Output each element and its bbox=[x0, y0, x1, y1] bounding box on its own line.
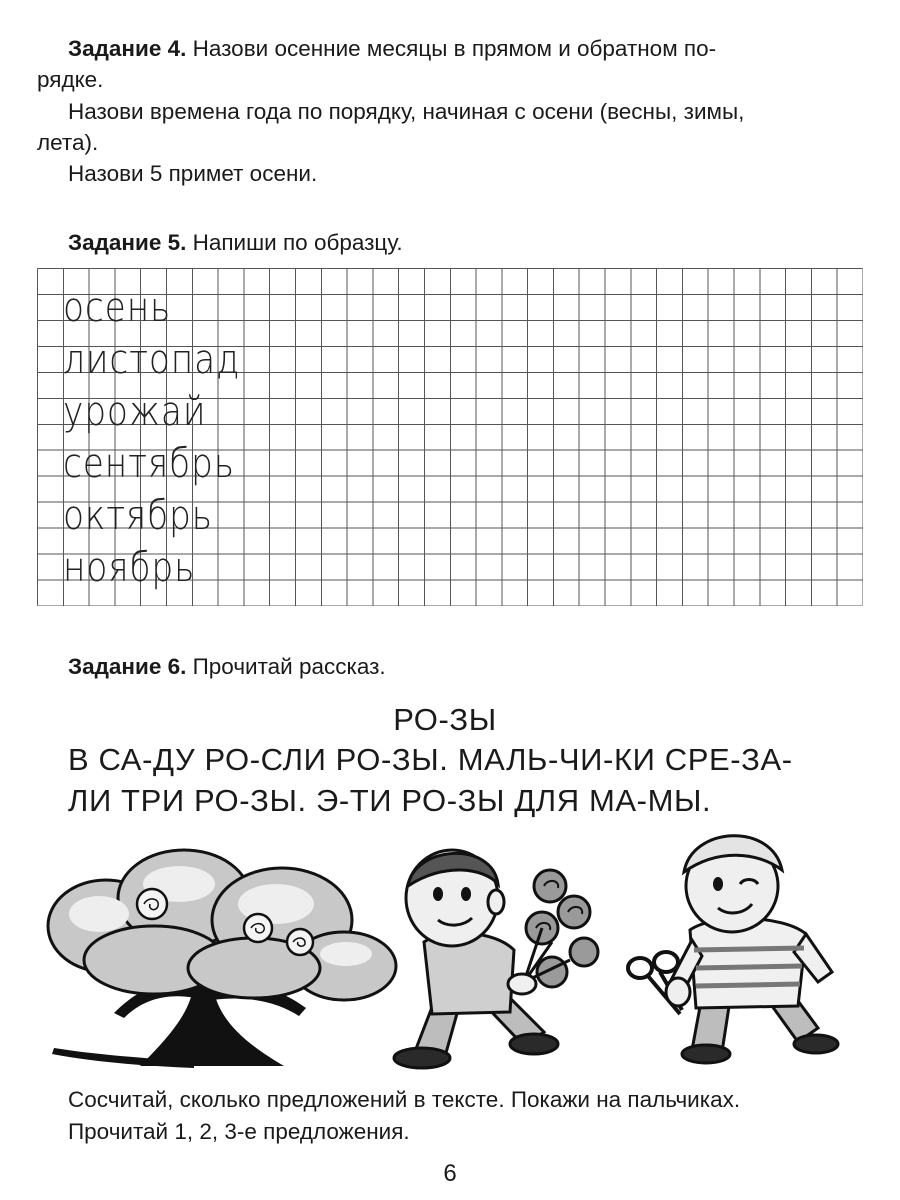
task6-heading bbox=[68, 651, 386, 682]
task4-line1-text: Назови осенние месяцы в прямом и обратном по- bbox=[186, 36, 717, 61]
task4-line1 bbox=[68, 33, 716, 64]
task4-line2: рядке. bbox=[37, 67, 104, 92]
task4-line4: лета). bbox=[37, 130, 99, 155]
question-line2: Прочитай 1, 2, 3-е предложения. bbox=[68, 1119, 410, 1144]
page-number: 6 bbox=[443, 1160, 457, 1187]
boy-with-scissors-illustration bbox=[622, 822, 848, 1072]
sample-word-3: урожай bbox=[63, 389, 207, 435]
sample-word-4: сентябрь bbox=[63, 441, 235, 487]
sample-word-5: октябрь bbox=[63, 493, 213, 539]
rose-bush-illustration bbox=[44, 838, 400, 1070]
task6-text: Прочитай рассказ. bbox=[186, 654, 386, 679]
story-title: РО-ЗЫ bbox=[393, 702, 497, 737]
task5-heading bbox=[68, 227, 403, 258]
boy-with-roses-illustration bbox=[374, 832, 620, 1072]
sample-word-1: осень bbox=[63, 285, 172, 331]
task4-line3: Назови времена года по порядку, начиная с осени (весны, зимы, bbox=[68, 99, 745, 124]
task4-label: Задание 4. bbox=[68, 36, 187, 61]
sample-word-6: ноябрь bbox=[63, 545, 196, 591]
story-line1: В СА-ДУ РО-СЛИ РО-ЗЫ. МАЛЬ-ЧИ-КИ СРЕ-ЗА- bbox=[68, 742, 793, 777]
question-line1: Сосчитай, сколько предложений в тексте. Покажи на пальчиках. bbox=[68, 1087, 741, 1112]
task4-line5: Назови 5 примет осени. bbox=[68, 161, 318, 186]
task5-label: Задание 5. bbox=[68, 230, 187, 255]
story-line2: ЛИ ТРИ РО-ЗЫ. Э-ТИ РО-ЗЫ ДЛЯ МА-МЫ. bbox=[68, 783, 712, 818]
task5-text: Напиши по образцу. bbox=[186, 230, 403, 255]
task6-label: Задание 6. bbox=[68, 654, 187, 679]
sample-word-2: листопад bbox=[63, 337, 241, 383]
